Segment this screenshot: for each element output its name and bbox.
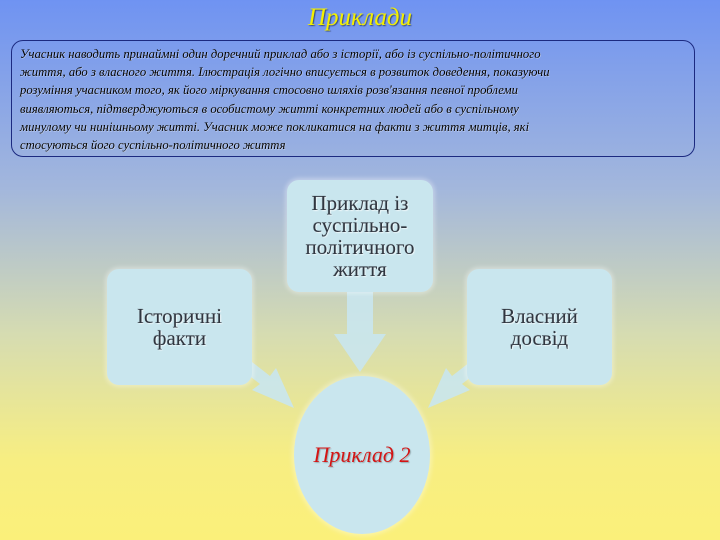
node-label-line: факти [152,326,207,350]
description-line: стосуються його суспільно-політичного життя [20,138,286,153]
description-box [11,40,695,157]
arrow-down-icon [334,292,386,372]
node-label-line: Історичні [136,304,223,328]
node-label-line: життя [333,257,387,281]
node-label-line: Власний [501,304,578,328]
node-label-line: суспільно- [312,213,408,237]
description-line: Учасник наводить принаймні один доречний приклад або з історії, або із суспільно-політичного [20,47,541,61]
description-line: виявляються, підтверджуються в особистому житті конкретних людей або в суспільному [20,101,519,116]
node-social-political-example [287,180,433,292]
node-label-line: досвід [510,326,569,350]
node-personal-experience [467,269,612,385]
node-label-line: Приклад із [311,191,409,215]
description-line: життя, або з власного життя. Ілюстрація логічно вписується в розвиток доведення, показуючи [20,65,550,80]
center-node-label: Приклад 2 [313,442,411,467]
description-line: минулому чи нинішньому житті. Учасник може покликатися на факти з життя митців, які [20,119,530,134]
description-line: розуміння учасником того, як його міркування стосовно шляхів розв'язання певної проблеми [20,83,518,98]
center-node [294,376,430,534]
node-historical-facts [107,269,252,385]
node-label-line: політичного [305,235,415,259]
page-title: Приклади [307,4,413,31]
